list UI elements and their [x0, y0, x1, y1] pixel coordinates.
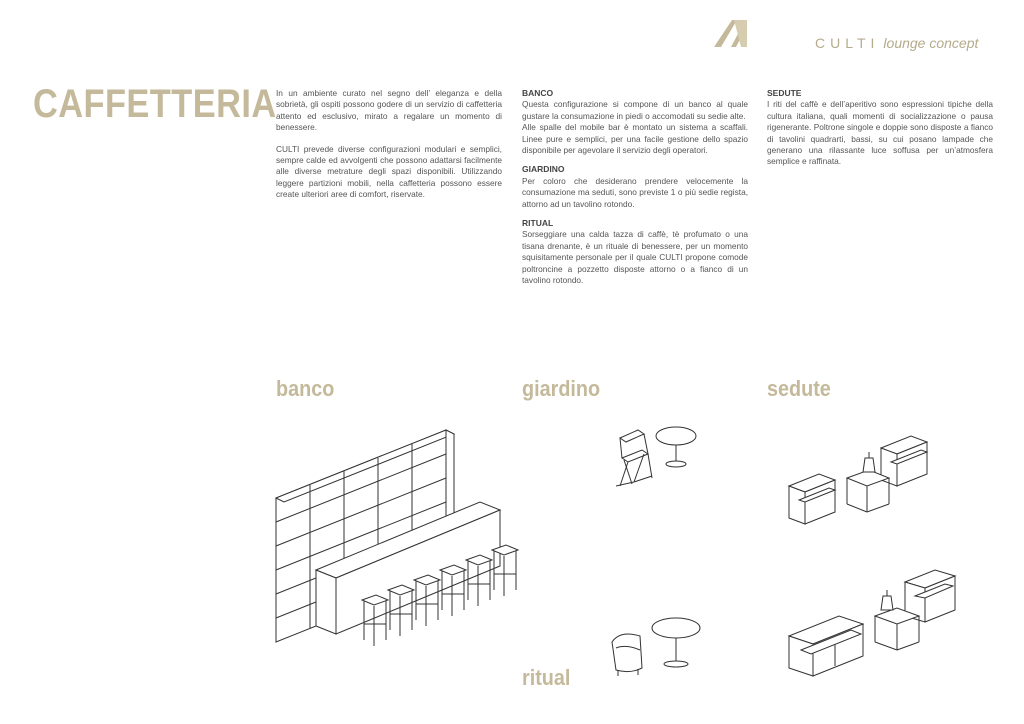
giardino-heading: GIARDINO	[522, 164, 565, 175]
banco-label: banco	[276, 376, 335, 401]
banco-text-2: Alle spalle del mobile bar è montato un sistema a scaffali. Linee pure e semplici, per una facile gestione dello spazio disponibile per agevolare il servizio degli operatori.	[522, 122, 748, 156]
sedute-column	[767, 88, 993, 176]
giardino-illustration	[612, 424, 702, 494]
ritual-label: ritual	[522, 665, 571, 690]
giardino-text: Per coloro che desiderano prendere velocemente la consumazione ma seduti, sono previste 1 o più sedie regista, attorno ad un tavolino rotondo.	[522, 175, 748, 209]
sedute-label: sedute	[767, 376, 831, 401]
banco-section	[522, 88, 748, 156]
sedute-illustration-single	[785, 428, 985, 528]
brand-lockup	[815, 35, 978, 51]
brand-name: CULTI	[815, 35, 880, 51]
sedute-section	[767, 88, 993, 168]
banco-illustration	[270, 424, 530, 654]
sedute-illustration-double	[785, 566, 985, 681]
ritual-section	[522, 218, 748, 286]
page-title: CAFFETTERIA	[33, 82, 277, 126]
banco-heading: BANCO	[522, 88, 554, 98]
culti-logo-icon	[712, 18, 748, 48]
sedute-text: I riti del caffè e dell’aperitivo sono espressioni tipiche della cultura italiana, quali momenti di socializzazione o pausa rigenerante. Poltrone singole e doppie sono disposte a fianco di tavolini quadrarti, bassi, su cui posano lampade che generano una rilassante luce soffusa per un’atmosfera semplice e raffinata.	[767, 99, 993, 167]
brand-tagline: lounge concept	[883, 35, 979, 51]
sedute-heading: SEDUTE	[767, 88, 802, 98]
configurations-column	[522, 88, 748, 295]
giardino-label: giardino	[522, 376, 601, 401]
ritual-illustration	[610, 612, 710, 687]
intro-paragraph-2: CULTI prevede diverse configurazioni modulari e semplici, sempre calde ed avvolgenti che possono adattarsi facilmente alle diverse metrature degli spazi disponibili. Utilizzando leggere partizioni mobili, nella caffetteria possono essere create ulteriori aree di comfort, riservate.	[276, 143, 502, 200]
ritual-heading: RITUAL	[522, 218, 554, 229]
intro-column	[276, 88, 502, 211]
giardino-section	[522, 164, 748, 210]
banco-text-1: Questa configurazione si compone di un banco al quale gustare la consumazione in piedi o accomodati su sedie alte.	[522, 99, 748, 121]
intro-paragraph-1: In un ambiente curato nel segno dell’ eleganza e della sobrietà, gli ospiti possono godere di un servizio di caffetteria attento ed esclusivo, mirato a regalare un momento di benessere.	[276, 88, 502, 133]
ritual-text: Sorseggiare una calda tazza di caffè, tè profumato o una tisana drenante, è un rituale di benessere, per un momento squisitamente personale per il quale CULTI propone comode poltroncine a pozzetto disposte attorno o a fianco di un tavolino rotondo.	[522, 229, 748, 286]
